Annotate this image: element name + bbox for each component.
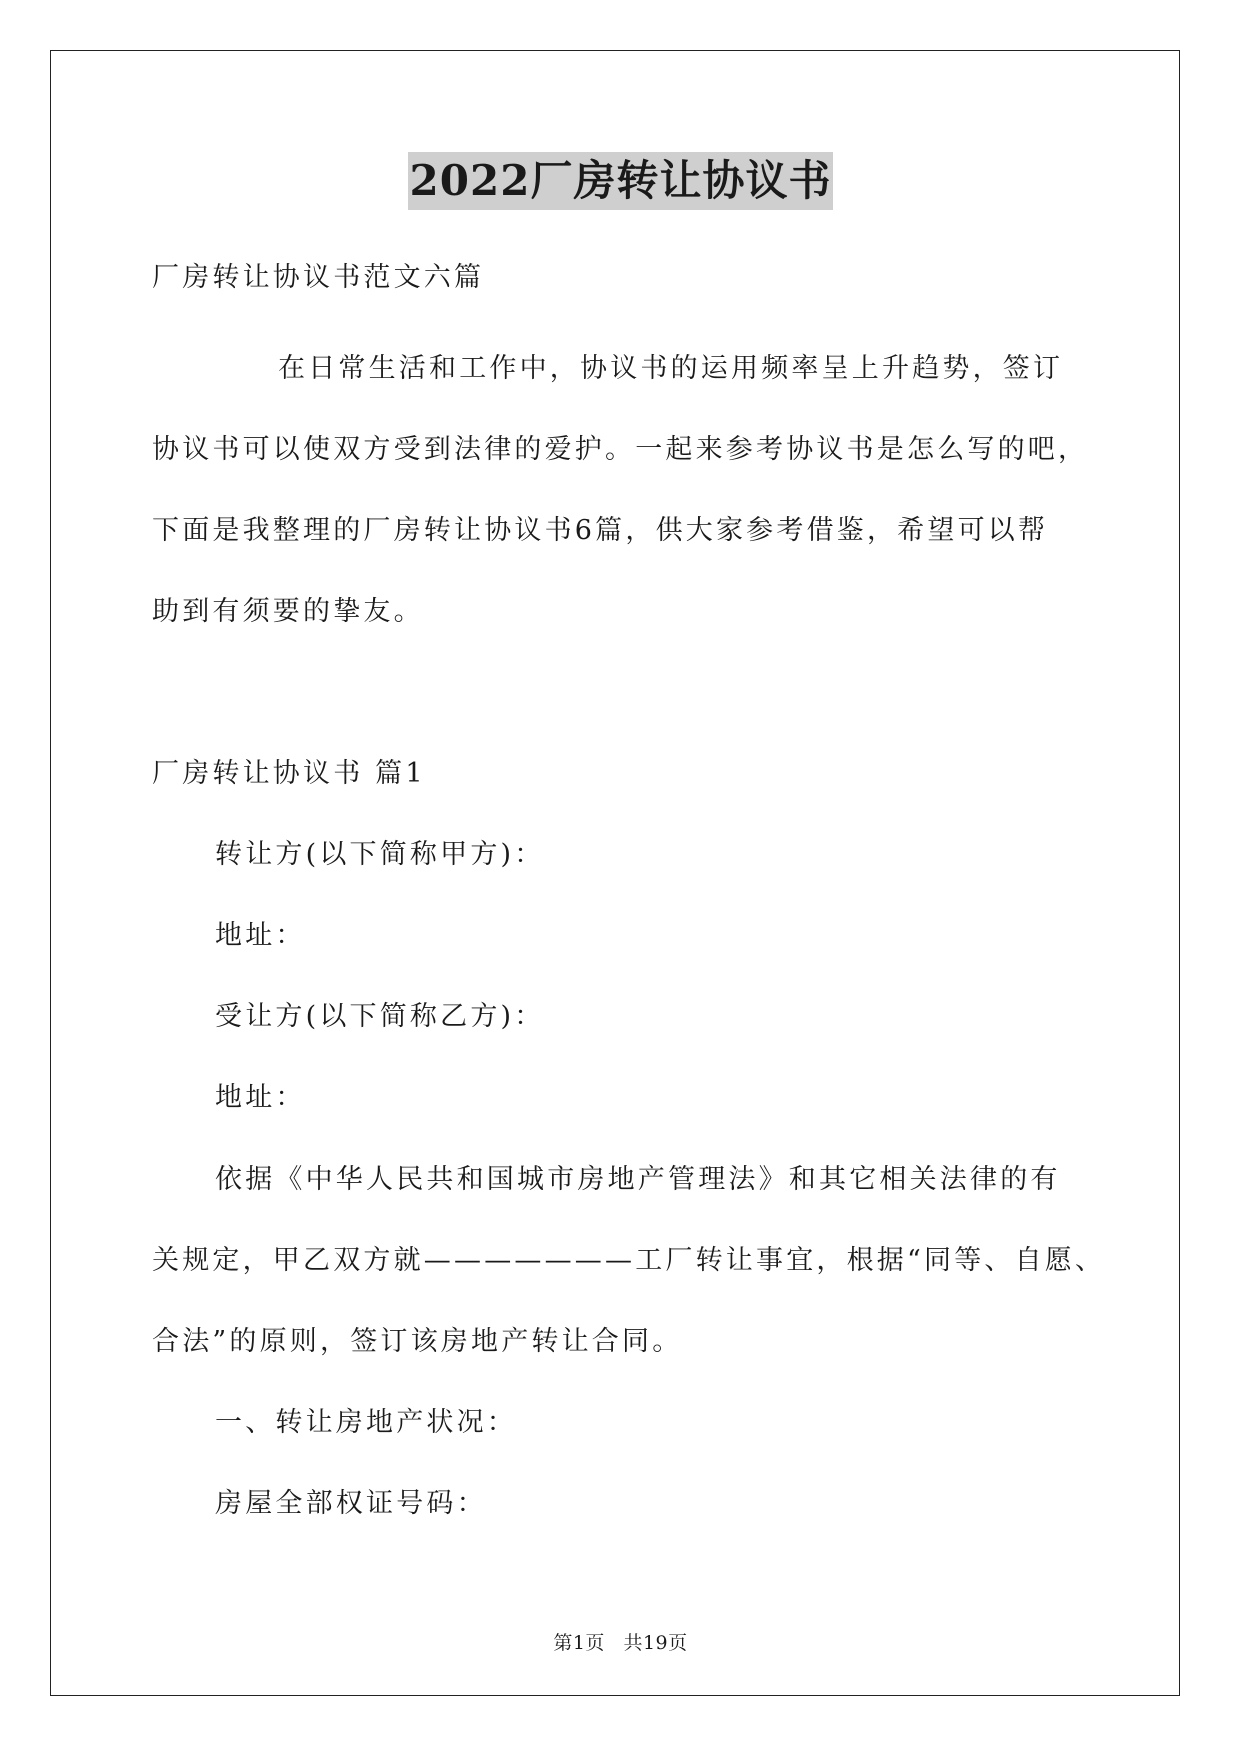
page-number: 第1页 [553, 1632, 605, 1654]
party-b-label: 受让方(以下简称乙方)： [215, 1001, 545, 1032]
party-b-address: 地址： [215, 1082, 306, 1113]
title-container [0, 152, 1241, 210]
page-footer [0, 1628, 1241, 1655]
basis-paragraph-line-2: 关规定，甲乙双方就———————工厂转让事宜，根据“同等、自愿、 [152, 1245, 1106, 1276]
party-a-label: 转让方(以下简称甲方)： [215, 839, 545, 870]
certificate-number-label: 房屋全部权证号码： [215, 1488, 487, 1519]
section-heading: 厂房转让协议书 篇1 [152, 758, 426, 789]
basis-paragraph-line-3: 合法”的原则，签订该房地产转让合同。 [152, 1326, 683, 1357]
basis-paragraph-line-1: 依据《中华人民共和国城市房地产管理法》和其它相关法律的有 [215, 1164, 1061, 1195]
total-pages: 共19页 [623, 1632, 688, 1654]
clause-1-heading: 一、转让房地产状况： [215, 1407, 517, 1438]
document-subtitle: 厂房转让协议书范文六篇 [152, 262, 485, 293]
intro-paragraph-line-4: 助到有须要的挚友。 [152, 596, 424, 627]
intro-paragraph-line-2: 协议书可以使双方受到法律的爱护。一起来参考协议书是怎么写的吧， [152, 434, 1089, 465]
document-title: 2022厂房转让协议书 [408, 152, 834, 210]
intro-paragraph-line-3: 下面是我整理的厂房转让协议书6篇，供大家参考借鉴，希望可以帮 [152, 515, 1049, 546]
intro-paragraph-line-1: 在日常生活和工作中，协议书的运用频率呈上升趋势，签订 [278, 353, 1064, 384]
party-a-address: 地址： [215, 920, 306, 951]
